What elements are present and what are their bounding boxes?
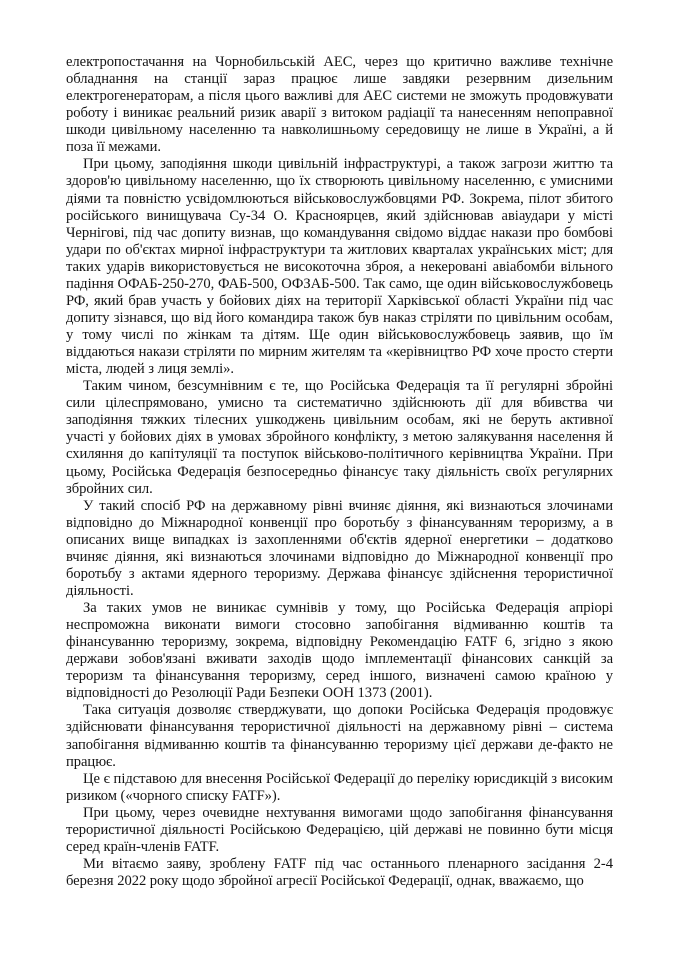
paragraph-civilian-harm: При цьому, заподіяння шкоди цивільній інфраструктурі, а також загрози життю та здоров'ю цивільному населенню, що їх створюють цивільному населенню, є умисними діями та повністю усвідомлюються військовослужбовцями РФ. Зокрема, пілот збитого російського винищувача Су-34 О. Красноярцев, який здійснював авіаудари у місті Чернігові, під час допиту визнав, що командування свідомо віддає накази про бомбові удари по об'єктах мирної інфраструктури та житлових кварталах українських міст; для таких ударів використовується не високоточна зброя, а некеровані авіабомби вільного падіння ОФАБ-250-270, ФАБ-500, ОФЗАБ-500. Так само, ще один військовослужбовець РФ, який брав участь у бойових діях на території Харківської області України під час допиту зізнався, що від його командира також був наказ стріляти по цивільним особам, у тому числі по жінкам та дітям. Ще один військовослужбовець заявив, що їм віддаються накази стріляти по мирним жителям та «керівництво РФ хоче просто стерти міста, людей з лиця землі». [66, 156, 613, 378]
paragraph-blacklist: Це є підставою для внесення Російської Федерації до переліку юрисдикцій з високим ризиком («чорного списку FATF»). [66, 770, 613, 804]
paragraph-plenary-statement: Ми вітаємо заяву, зроблену FATF під час останнього пленарного засідання 2-4 березня 2022 року щодо збройної агресії Російської Федерації, однак, вважаємо, що [66, 855, 613, 889]
document-page [66, 54, 613, 890]
paragraph-fatf-recommendation-6: За таких умов не виникає сумнівів у тому, що Російська Федерація апріорі неспроможна виконати вимоги стосовно запобігання відмиванню коштів та фінансуванню тероризму, зокрема, відповідну Рекомендацію FATF 6, згідно з якою держави зобов'язані вживати заходів щодо імплементації фінансових санкцій за тероризм та фінансування тероризму, серед іншого, визначені самою країною у відповідності до Резолюції Ради Безпеки ООН 1373 (2001). [66, 600, 613, 702]
paragraph-continuation: електропостачання на Чорнобильській АЕС, через що критично важливе технічне обладнання на станції зараз працює лише завдяки резервним дизельним електрогенераторам, а після цього важливі для АЕС системи не зможуть продовжувати роботу і виникає реальний ризик аварії з витоком радіації та нанесенням непоправної шкоди цивільному населенню та навколишньому середовищу не лише в Україні, а й поза її межами. [66, 54, 613, 156]
paragraph-terrorism-conventions: У такий спосіб РФ на державному рівні вчиняє діяння, які визнаються злочинами відповідно до Міжнародної конвенції про боротьбу з фінансуванням тероризму, а в описаних вище випадках із захопленнями об'єктів ядерної енергетики – додатково вчиняє діяння, які визнаються злочинами відповідно до Міжнародної конвенції про боротьбу з актами ядерного тероризму. Держава фінансує здійснення терористичної діяльності. [66, 497, 613, 599]
paragraph-conclusion-armed-forces: Таким чином, безсумнівним є те, що Російська Федерація та її регулярні збройні сили цілеспрямовано, умисно та систематично здійснюють дії для вбивства чи заподіяння тяжких тілесних ушкоджень цивільним особам, які не беруть активної участі у бойових діях в умовах збройного конфлікту, з метою залякування населення й схиляння до капітуляції та поступок військово-політичного керівництва України. При цьому, Російська Федерація безпосередньо фінансує таку діяльність своїх регулярних збройних сил. [66, 378, 613, 497]
paragraph-membership: При цьому, через очевидне нехтування вимогами щодо запобігання фінансування терористичної діяльності Російською Федерацією, цій державі не повинно бути місця серед країн-членів FATF. [66, 804, 613, 855]
paragraph-system-not-working: Така ситуація дозволяє стверджувати, що допоки Російська Федерація продовжує здійснювати фінансування терористичної діяльності на державному рівні – система запобігання відмиванню коштів та фінансуванню тероризму цієї держави де-факто не працює. [66, 702, 613, 770]
